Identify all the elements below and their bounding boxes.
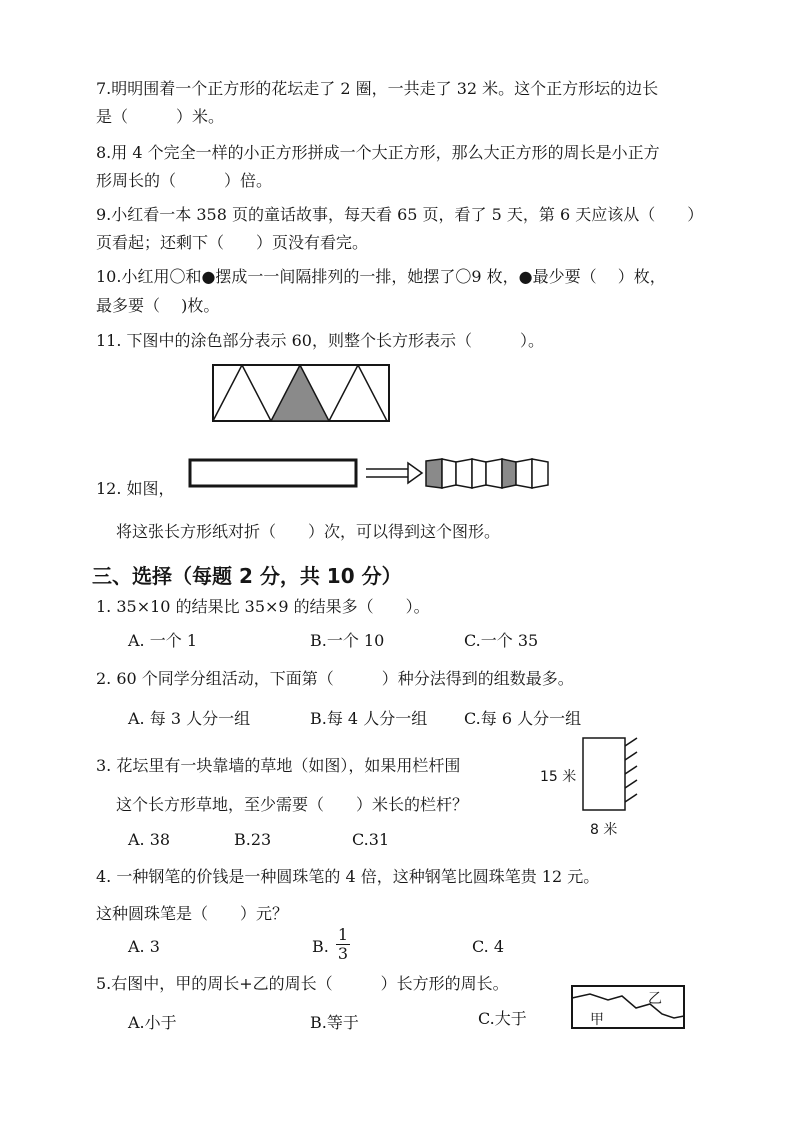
s3-q4-option-a: A. 3 (128, 937, 160, 956)
q12-arrow-icon (366, 463, 422, 483)
s3-q1-option-c: C.一个 35 (464, 631, 539, 650)
q11-triangles-figure (212, 364, 390, 422)
q12-paper-strip (190, 460, 356, 486)
section3-title: 三、选择（每题 2 分，共 10 分） (92, 564, 402, 588)
q7-line1: 7.明明围着一个正方形的花坛走了 2 圈，一共走了 32 米。这个正方形坛的边长 (96, 79, 659, 98)
s3-q3-wall-hatch (625, 738, 637, 802)
s3-q3-line1: 3. 花坛里有一块靠墙的草地（如图），如果用栏杆围 (96, 756, 461, 775)
s3-q5-option-b: B.等于 (310, 1013, 359, 1032)
q12-folded-paper (426, 459, 548, 488)
s3-q4-option-c: C. 4 (472, 937, 505, 956)
s3-q2-text: 2. 60 个同学分组活动，下面第（ ）种分法得到的组数最多。 (96, 669, 574, 688)
q12-prefix: 12. 如图， (96, 479, 175, 498)
q11-triangle-1 (213, 365, 271, 421)
s3-q5-rectangle (572, 986, 684, 1028)
s3-q3-option-c: C.31 (352, 830, 390, 849)
s3-q5-dividing-line (572, 994, 684, 1018)
s3-q5-option-c: C.大于 (478, 1009, 527, 1028)
s3-q2-option-a: A. 每 3 人分一组 (128, 709, 251, 728)
s3-q3-lawn-figure (540, 736, 650, 836)
q10-line2: 最多要（ )枚。 (96, 296, 220, 315)
q12-fold-figure (188, 457, 552, 491)
s3-q5-text: 5.右图中，甲的周长+乙的周长（ ）长方形的周长。 (96, 974, 509, 993)
s3-q5-label-jia: 甲 (590, 1012, 604, 1028)
s3-q3-option-a: A. 38 (128, 830, 171, 849)
fraction-numerator: 1 (337, 925, 349, 944)
s3-q4-line2: 这种圆珠笔是（ ）元？ (96, 904, 289, 923)
s3-q1-option-a: A. 一个 1 (128, 631, 197, 650)
s3-q2-option-b: B.每 4 人分一组 (310, 709, 428, 728)
q9-line1: 9.小红看一本 358 页的童话故事，每天看 65 页，看了 5 天，第 6 天应该从（ ） (96, 205, 704, 224)
s3-q4-line1: 4. 一种钢笔的价钱是一种圆珠笔的 4 倍，这种钢笔比圆珠笔贵 12 元。 (96, 867, 600, 886)
q8-line2: 形周长的（ ）倍。 (96, 171, 273, 190)
s3-q5-option-a: A.小于 (128, 1013, 177, 1032)
s3-q3-option-b: B.23 (234, 830, 272, 849)
q11-triangle-3 (329, 365, 387, 421)
q10-line1: 10.小红用〇和●摆成一一间隔排列的一排，她摆了〇9 枚，●最少要（ ）枚， (96, 267, 666, 286)
s3-q3-side-label: 15 米 (540, 769, 577, 785)
s3-q1-option-b: B.一个 10 (310, 631, 385, 650)
s3-q4-option-b-fraction (336, 927, 350, 962)
s3-q3-bottom-label: 8 米 (590, 822, 618, 838)
s3-q2-option-c: C.每 6 人分一组 (464, 709, 582, 728)
q9-line2: 页看起；还剩下（ ）页没有看完。 (96, 233, 369, 252)
q8-line1: 8.用 4 个完全一样的小正方形拼成一个大正方形，那么大正方形的周长是小正方 (96, 143, 660, 162)
q11-shaded-triangle (271, 365, 329, 421)
s3-q3-line2: 这个长方形草地，至少需要（ ）米长的栏杆？ (116, 795, 469, 814)
s3-q5-rect-figure (570, 984, 688, 1032)
s3-q5-label-yi: 乙 (648, 991, 662, 1007)
s3-q3-lawn-rect (583, 738, 625, 810)
q11-text: 11. 下图中的涂色部分表示 60，则整个长方形表示（ ）。 (96, 331, 544, 350)
s3-q1-text: 1. 35×10 的结果比 35×9 的结果多（ ）。 (96, 597, 430, 616)
s3-q4-option-b-prefix: B. (312, 937, 329, 956)
s3-q5-rect-drawing (570, 984, 688, 1032)
fraction-denominator: 3 (337, 944, 349, 963)
q7-line2: 是（ ）米。 (96, 107, 225, 126)
q12-line2: 将这张长方形纸对折（ ）次，可以得到这个图形。 (116, 522, 501, 541)
